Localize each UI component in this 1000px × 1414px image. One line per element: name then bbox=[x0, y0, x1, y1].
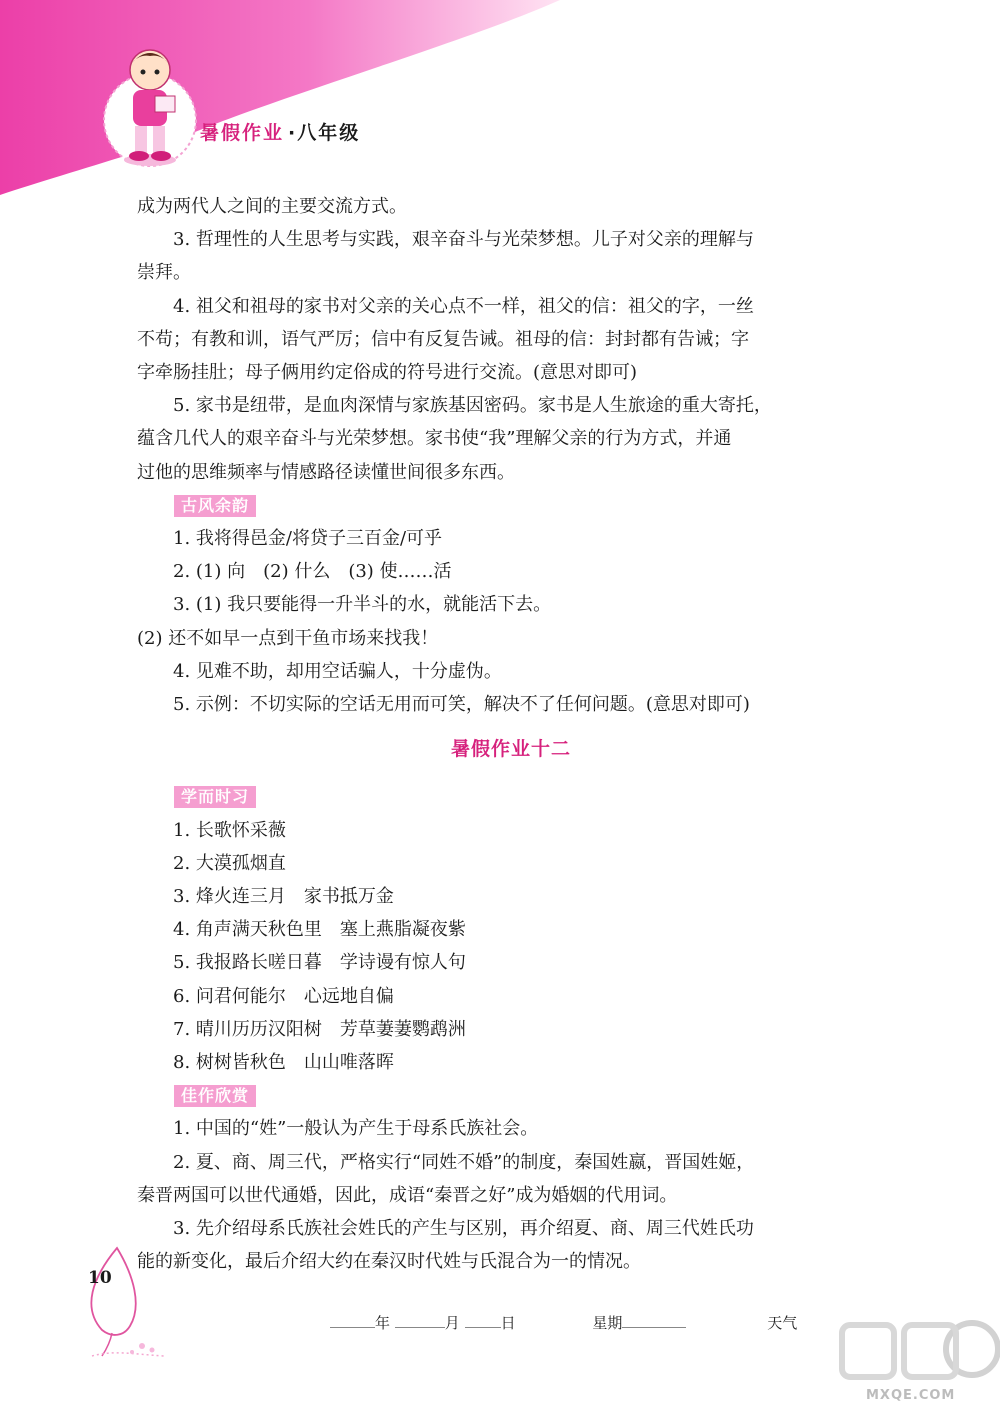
text-line: 3. 烽火连三月 家书抵万金 bbox=[173, 886, 394, 908]
weather-label: 天气 bbox=[767, 1314, 798, 1332]
leaf-icon bbox=[82, 1238, 172, 1368]
text-line: 1. 我将得邑金/将贷子三百金/可乎 bbox=[173, 528, 443, 550]
month-blank bbox=[395, 1313, 445, 1328]
page-number: 10 bbox=[88, 1268, 112, 1288]
text-line: 秦晋两国可以世代通婚，因此，成语“秦晋之好”成为婚姻的代用词。 bbox=[137, 1184, 678, 1206]
text-line: 1. 中国的“姓”一般认为产生于母系氏族社会。 bbox=[173, 1118, 539, 1140]
text-line: 2. 大漠孤烟直 bbox=[173, 852, 286, 874]
day-blank bbox=[465, 1313, 501, 1328]
section-tag-jiazuo: 佳作欣赏 bbox=[174, 1085, 256, 1107]
text-line: (2) 还不如早一点到干鱼市场来找我！ bbox=[137, 627, 439, 649]
text-line: 成为两代人之间的主要交流方式。 bbox=[137, 196, 407, 217]
day-label: 日 bbox=[500, 1314, 516, 1332]
text-line: 6. 问君何能尔 心远地自偏 bbox=[173, 985, 394, 1007]
text-line: 3. (1) 我只要能得一升半斗的水，就能活下去。 bbox=[173, 594, 552, 616]
text-line: 蕴含几代人的艰辛奋斗与光荣梦想。家书使“我”理解父亲的行为方式，并通 bbox=[137, 428, 732, 450]
text-line: 崇拜。 bbox=[137, 262, 191, 284]
section-tag-gufeng: 古风余韵 bbox=[174, 495, 256, 517]
year-blank bbox=[330, 1313, 375, 1328]
text-line: 4. 见难不助，却用空话骗人，十分虚伪。 bbox=[173, 660, 502, 682]
text-line: 字牵肠挂肚；母子俩用约定俗成的符号进行交流。(意思对即可) bbox=[137, 362, 638, 384]
text-line: 5. 家书是纽带，是血肉深情与家族基因密码。家书是人生旅途的重大寄托， bbox=[173, 395, 772, 417]
header-title-main: 暑假作业 bbox=[200, 122, 285, 144]
month-label: 月 bbox=[444, 1314, 460, 1332]
text-line: 2. (1) 向 (2) 什么 (3) 使……活 bbox=[173, 561, 452, 583]
section-tag-xueer: 学而时习 bbox=[174, 786, 256, 808]
text-line: 1. 长歌怀采薇 bbox=[173, 819, 286, 841]
text-line: 4. 角声满天秋色里 塞上燕脂凝夜紫 bbox=[173, 919, 466, 941]
date-footer bbox=[330, 1312, 797, 1333]
text-line: 能的新变化，最后介绍大约在秦汉时代姓与氏混合为一的情况。 bbox=[137, 1251, 641, 1273]
text-line: 3. 先介绍母系氏族社会姓氏的产生与区别，再介绍夏、商、周三代姓氏功 bbox=[173, 1218, 754, 1240]
text-line: 过他的思维频率与情感路径读懂世间很多东西。 bbox=[137, 461, 515, 483]
watermark-text: MXQE.COM bbox=[866, 1388, 956, 1403]
header-title-grade: ·八年级 bbox=[288, 122, 361, 144]
weekday-label: 星期 bbox=[592, 1314, 623, 1332]
year-label: 年 bbox=[375, 1314, 391, 1332]
weekday-blank bbox=[622, 1313, 686, 1328]
text-line: 4. 祖父和祖母的家书对父亲的关心点不一样，祖父的信：祖父的字，一丝 bbox=[173, 295, 754, 317]
text-line: 5. 我报路长嗟日暮 学诗谩有惊人句 bbox=[173, 952, 466, 974]
text-line: 5. 示例：不切实际的空话无用而可笑，解决不了任何问题。(意思对即可) bbox=[173, 694, 750, 716]
text-line: 7. 晴川历历汉阳树 芳草萋萋鹦鹉洲 bbox=[173, 1018, 466, 1040]
text-line: 2. 夏、商、周三代，严格实行“同姓不婚”的制度，秦国姓嬴，晋国姓姬， bbox=[173, 1151, 755, 1173]
answer-content bbox=[137, 190, 885, 1279]
text-line: 3. 哲理性的人生思考与实践，艰辛奋斗与光荣梦想。儿子对父亲的理解与 bbox=[173, 229, 754, 251]
reading-child-icon bbox=[105, 40, 195, 170]
section-title: 暑假作业十二 bbox=[450, 738, 571, 761]
text-line: 8. 树树皆秋色 山山唯落晖 bbox=[173, 1052, 394, 1074]
text-line: 不苟；有教和训，语气严厉；信中有反复告诫。祖母的信：封封都有告诫；字 bbox=[137, 328, 749, 350]
header-title bbox=[200, 118, 360, 145]
